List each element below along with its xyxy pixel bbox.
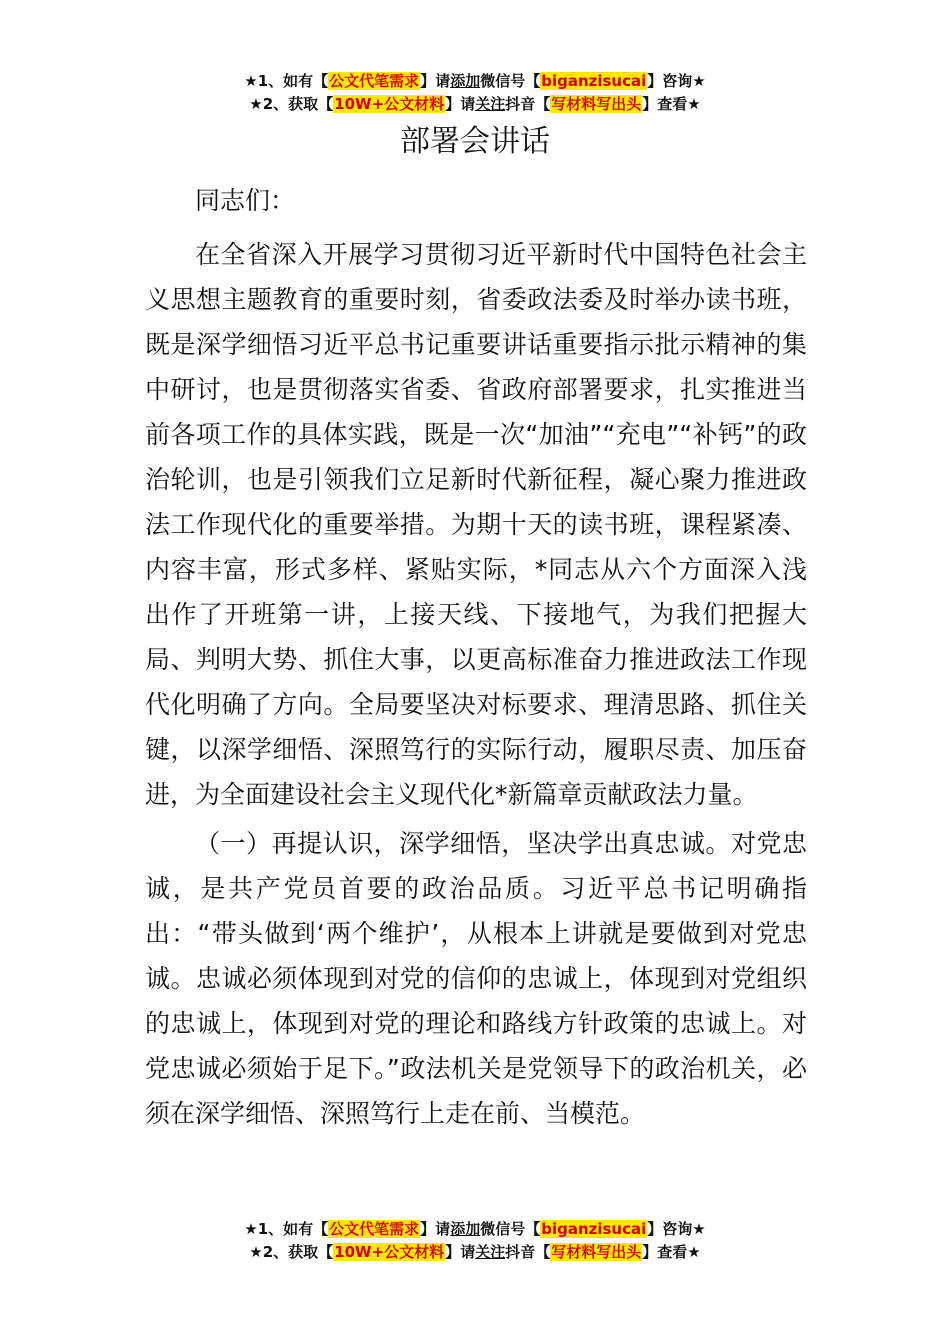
banner-line-2 [0,93,950,116]
highlight-materials: 10W+公文材料 [334,95,445,113]
underlined-text: 关注 [475,95,506,113]
underlined-text: 添加 [450,1220,481,1238]
banner-text: 微信号【 [480,72,541,90]
salutation: 同志们： [195,186,296,215]
header-banner [0,70,950,116]
banner-text: 微信号【 [480,1220,541,1238]
highlight-materials: 10W+公文材料 [334,1243,445,1261]
banner-text: ★2、获取【 [249,95,334,113]
highlight-service: 公文代笔需求 [329,1220,420,1238]
banner-text: 】请 [445,95,476,113]
banner-text: 】请 [420,1220,451,1238]
banner-text: ★1、如有【 [244,1220,329,1238]
banner-line-2 [0,1241,950,1264]
banner-text: 】咨询★ [647,1220,706,1238]
paragraph-2: （一）再提认识，深学细悟，坚决学出真忠诚。对党忠诚，是共产党员首要的政治品质。习近平总书记明确指出：“带头做到‘两个维护’，从根本上讲就是要做到对党忠诚。忠诚必须体现到对党的信仰的忠诚上，体现到对党组织的忠诚上，体现到对党的理论和路线方针政策的忠诚上。对党忠诚必须始于足下。”政法机关是党领导下的政治机关，必须在深学细悟、深照笃行上走在前、当模范。 [145,829,807,1128]
document-body [145,232,807,1136]
paragraph-1: 在全省深入开展学习贯彻习近平新时代中国特色社会主义思想主题教育的重要时刻，省委政法委及时举办读书班，既是深学细悟习近平总书记重要讲话重要指示批示精神的集中研讨，也是贯彻落实省委、省政府部署要求，扎实推进当前各项工作的具体实践，既是一次“加油”“充电”“补钙”的政治轮训，也是引领我们立足新时代新征程，凝心聚力推进政法工作现代化的重要举措。为期十天的读书班，课程紧凑、内容丰富，形式多样、紧贴实际，*同志从六个方面深入浅出作了开班第一讲，上接天线、下接地气，为我们把握大局、判明大势、抓住大事，以更高标准奋力推进政法工作现代化明确了方向。全局要坚决对标要求、理清思路、抓住关键，以深学细悟、深照笃行的实际行动，履职尽责、加压奋进，为全面建设社会主义现代化*新篇章贡献政法力量。 [145,240,807,809]
banner-line-1 [0,70,950,93]
banner-text: 抖音【 [505,95,551,113]
banner-text: 】请 [420,72,451,90]
banner-text: 】咨询★ [647,72,706,90]
banner-text: ★2、获取【 [249,1243,334,1261]
underlined-text: 添加 [450,72,481,90]
underlined-text: 关注 [475,1243,506,1261]
highlight-wechat-id: biganzisucai [541,72,647,90]
banner-text: ★1、如有【 [244,72,329,90]
highlight-douyin: 写材料写出头 [551,1243,642,1261]
banner-text: 】查看★ [642,95,701,113]
highlight-service: 公文代笔需求 [329,72,420,90]
banner-line-1 [0,1218,950,1241]
document-title: 部署会讲话 [400,124,550,159]
banner-text: 】请 [445,1243,476,1261]
highlight-douyin: 写材料写出头 [551,95,642,113]
highlight-wechat-id: biganzisucai [541,1220,647,1238]
banner-text: 】查看★ [642,1243,701,1261]
banner-text: 抖音【 [505,1243,551,1261]
footer-banner [0,1218,950,1264]
